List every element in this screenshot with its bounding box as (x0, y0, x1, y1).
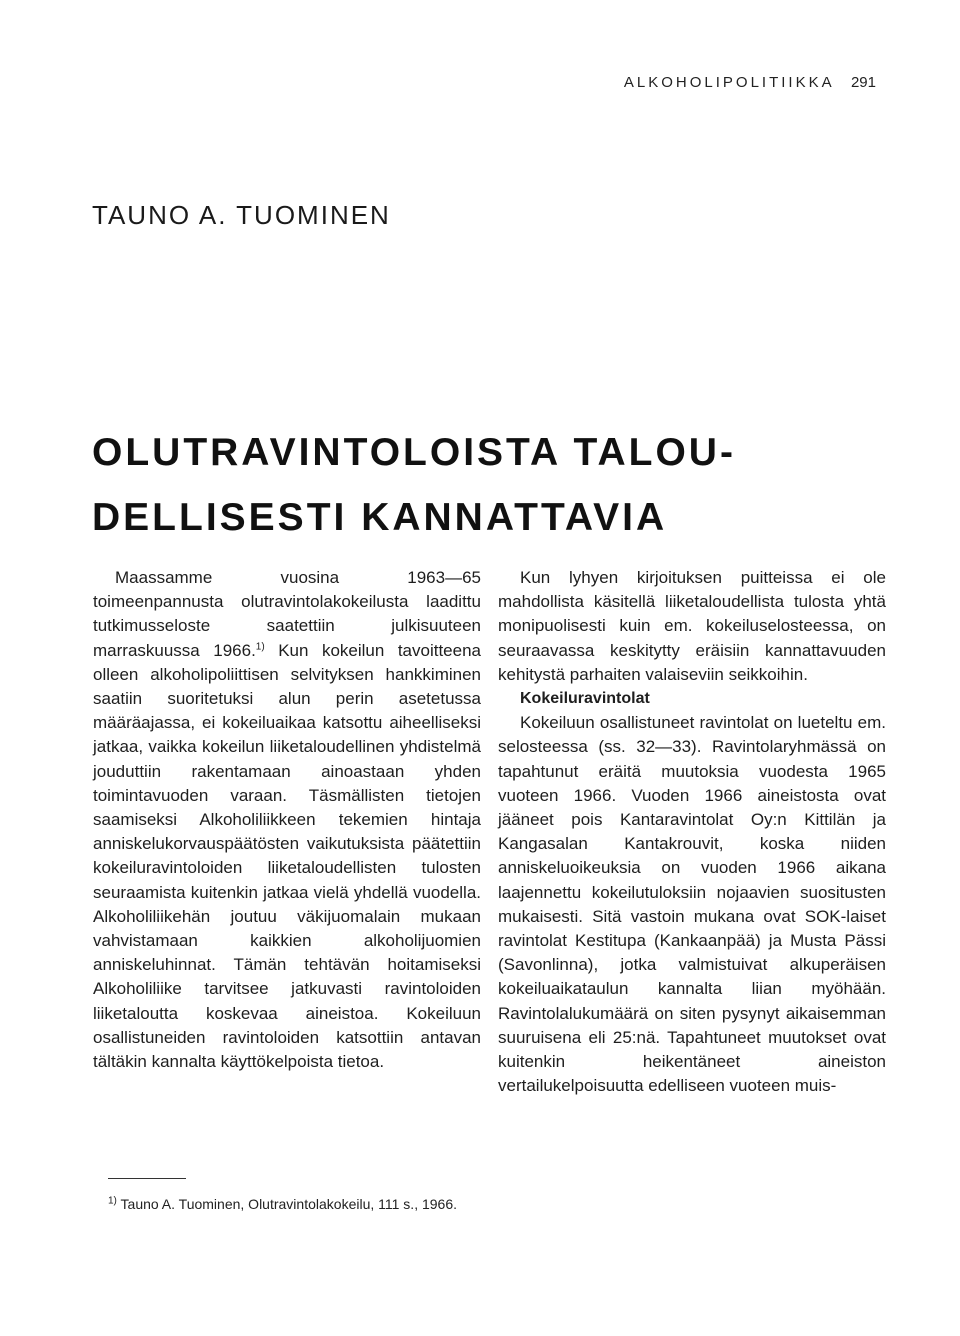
right-paragraph-2: Kokeiluun osallistuneet ravintolat on lueteltu em. selosteessa (ss. 32—33). Ravintolaryhmässä on tapahtunut eräitä muutoksia vuodesta 1965 vuoteen 1966. Vuoden 1966 aineistosta ovat jääneet pois Kantaravintolat Oy:n Kittilän ja Kangasalan Kantakrouvit, koska niiden anniskeluoikeuksia on vuoden 1966 aikana laajennettu kokeilutuloksiin nojaavien suositusten mukaisesti. Sitä vastoin mukana ovat SOK-laiset ravintolat Kestitupa (Kankaanpää) ja Musta Pässi (Savonlinna), jotka valmistuivat alkuperäisen kokeiluaikataulun kannalta liian myöhään. Ravintolalukumäärä on siten pysynyt aikaisemman suuruisena eli 25:nä. Tapahtuneet muutokset ovat kuitenkin heikentäneet aineiston vertailukelpoisuutta edelliseen vuoteen muis- (498, 713, 886, 1096)
footnote-text: Tauno A. Tuominen, Olutravintolakokeilu, 111 s., 1966. (116, 1196, 458, 1212)
left-column (93, 566, 481, 1074)
article-title (92, 420, 892, 550)
footnote-marker: 1) (108, 1195, 117, 1207)
running-head (624, 74, 876, 91)
author-name: TAUNO A. TUOMINEN (92, 200, 391, 230)
right-paragraph-1: Kun lyhyen kirjoituksen puitteissa ei ole mahdollista käsitellä liiketaloudellista tulosta yhtä monipuolisesti kuin em. kokeiluselosteessa, on seuraavassa keskitytty eräisiin kannattavuuden kehitystä parhaiten valaiseviin seikkoihin. (498, 568, 886, 684)
title-line-2: DELLISESTI KANNATTAVIA (92, 496, 668, 539)
left-paragraph-1 (93, 566, 481, 1074)
left-paragraph-1-start: Maassamme vuosina 1963—65 toimeenpannusta olutravintolakokeilusta laadittu tutkimusseloste saatettiin julkisuuteen marraskuussa 1966. (93, 568, 481, 660)
section-heading: Kokeiluravintolat (520, 690, 650, 708)
journal-name: ALKOHOLIPOLITIIKKA (623, 74, 834, 91)
footnote-reference: 1) (255, 640, 265, 652)
footnote-divider (108, 1178, 186, 1179)
footnote (108, 1194, 480, 1214)
left-paragraph-1-rest: Kun kokeilun tavoitteena olleen alkoholipoliittisen selvityksen hankkiminen saatiin suoritetuksi alun perin asetetussa määräajassa, ei kokeiluaikaa katsottu aiheelliseksi jatkaa, vaikka kokeilun liiketaloudellinen yhdistelmä jouduttiin rakentamaan ainoastaan yhden toimintavuoden varaan. Täsmällisten tietojen saamiseksi Alkoholiliikkeen tekemien hintaja anniskelukorvauspäätösten vaikutuksista päätettiin kokeiluravintoloiden liiketaloudellisten tulosten seuraamista kuitenkin jatkaa vielä yhdellä vuodella. Alkoholiliikehän joutuu väkijuomalain mukaan vahvistamaan kaikkien alkoholijuomien anniskeluhinnat. Tämän tehtävän hoitamiseksi Alkoholiliike tarvitsee jatkuvasti ravintoloiden liiketaloutta koskevaa aineistoa. Kokeiluun osallistuneiden ravintoloiden katsottiin antavan tältäkin kannalta käyttökelpoista tietoa. (93, 640, 481, 1072)
title-line-1: OLUTRAVINTOLOISTA TALOU- (92, 431, 736, 474)
right-column (498, 566, 886, 1098)
page-number: 291 (850, 74, 876, 91)
